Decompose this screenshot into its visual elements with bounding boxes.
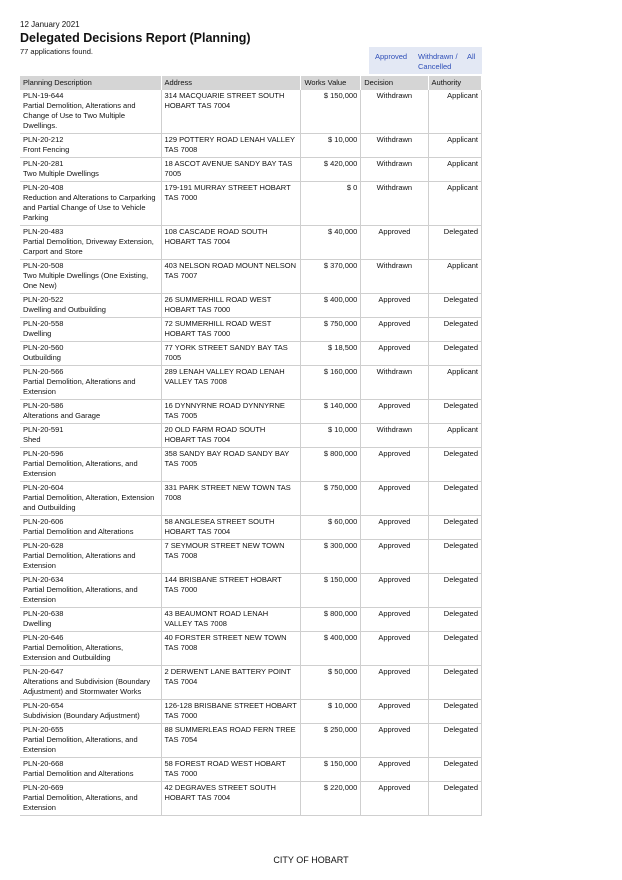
planning-description-cell bbox=[20, 182, 161, 226]
works-value-cell: $ 420,000 bbox=[301, 158, 361, 182]
decision-cell: Withdrawn bbox=[361, 366, 428, 400]
works-value-cell: $ 750,000 bbox=[301, 482, 361, 516]
address-cell: 179-191 MURRAY STREET HOBART TAS 7000 bbox=[161, 182, 301, 226]
authority-cell: Delegated bbox=[428, 758, 481, 782]
planning-description-cell bbox=[20, 424, 161, 448]
page-title: Delegated Decisions Report (Planning) bbox=[20, 31, 251, 45]
column-header-value: Works Value bbox=[301, 76, 361, 90]
planning-description-cell bbox=[20, 294, 161, 318]
table-row bbox=[20, 482, 482, 516]
works-value-cell: $ 150,000 bbox=[301, 574, 361, 608]
application-id: PLN-20-647 bbox=[23, 667, 64, 676]
table-row bbox=[20, 90, 482, 134]
authority-cell: Delegated bbox=[428, 318, 481, 342]
authority-cell: Delegated bbox=[428, 724, 481, 758]
planning-description-cell bbox=[20, 342, 161, 366]
column-header-authority: Authority bbox=[428, 76, 481, 90]
decision-cell: Approved bbox=[361, 666, 428, 700]
planning-description-cell bbox=[20, 318, 161, 342]
table-row bbox=[20, 400, 482, 424]
planning-description-cell bbox=[20, 400, 161, 424]
works-value-cell: $ 10,000 bbox=[301, 424, 361, 448]
table-row bbox=[20, 448, 482, 482]
address-cell: 58 ANGLESEA STREET SOUTH HOBART TAS 7004 bbox=[161, 516, 301, 540]
column-header-decision: Decision bbox=[361, 76, 428, 90]
authority-cell: Delegated bbox=[428, 400, 481, 424]
table-row bbox=[20, 158, 482, 182]
authority-cell: Delegated bbox=[428, 448, 481, 482]
decision-cell: Approved bbox=[361, 758, 428, 782]
table-row bbox=[20, 226, 482, 260]
works-value-cell: $ 370,000 bbox=[301, 260, 361, 294]
authority-cell: Delegated bbox=[428, 540, 481, 574]
authority-cell: Delegated bbox=[428, 666, 481, 700]
table-row bbox=[20, 574, 482, 608]
works-value-cell: $ 150,000 bbox=[301, 758, 361, 782]
works-value-cell: $ 300,000 bbox=[301, 540, 361, 574]
authority-cell: Applicant bbox=[428, 134, 481, 158]
application-id: PLN-19-644 bbox=[23, 91, 64, 100]
planning-description-cell bbox=[20, 574, 161, 608]
decision-cell: Withdrawn bbox=[361, 424, 428, 448]
address-cell: 144 BRISBANE STREET HOBART TAS 7000 bbox=[161, 574, 301, 608]
table-row bbox=[20, 666, 482, 700]
authority-cell: Delegated bbox=[428, 342, 481, 366]
address-cell: 20 OLD FARM ROAD SOUTH HOBART TAS 7004 bbox=[161, 424, 301, 448]
address-cell: 88 SUMMERLEAS ROAD FERN TREE TAS 7054 bbox=[161, 724, 301, 758]
works-value-cell: $ 10,000 bbox=[301, 700, 361, 724]
application-id: PLN-20-628 bbox=[23, 541, 64, 550]
table-row bbox=[20, 260, 482, 294]
application-id: PLN-20-655 bbox=[23, 725, 64, 734]
authority-cell: Delegated bbox=[428, 608, 481, 632]
planning-description-cell bbox=[20, 782, 161, 816]
planning-description-cell bbox=[20, 724, 161, 758]
decision-cell: Approved bbox=[361, 516, 428, 540]
table-row bbox=[20, 724, 482, 758]
table-row bbox=[20, 516, 482, 540]
application-description: Outbuilding bbox=[23, 353, 61, 362]
application-id: PLN-20-586 bbox=[23, 401, 64, 410]
address-cell: 358 SANDY BAY ROAD SANDY BAY TAS 7005 bbox=[161, 448, 301, 482]
address-cell: 7 SEYMOUR STREET NEW TOWN TAS 7008 bbox=[161, 540, 301, 574]
address-cell: 77 YORK STREET SANDY BAY TAS 7005 bbox=[161, 342, 301, 366]
column-header-address: Address bbox=[161, 76, 301, 90]
decision-cell: Approved bbox=[361, 540, 428, 574]
application-description: Partial Demolition, Alterations and Extension bbox=[23, 551, 136, 570]
application-id: PLN-20-668 bbox=[23, 759, 64, 768]
works-value-cell: $ 800,000 bbox=[301, 448, 361, 482]
application-id: PLN-20-634 bbox=[23, 575, 64, 584]
authority-cell: Applicant bbox=[428, 182, 481, 226]
address-cell: 126-128 BRISBANE STREET HOBART TAS 7000 bbox=[161, 700, 301, 724]
table-row bbox=[20, 342, 482, 366]
works-value-cell: $ 150,000 bbox=[301, 90, 361, 134]
planning-description-cell bbox=[20, 134, 161, 158]
works-value-cell: $ 40,000 bbox=[301, 226, 361, 260]
application-description: Partial Demolition, Alterations and Extension bbox=[23, 377, 136, 396]
result-count: 77 applications found. bbox=[20, 47, 93, 56]
application-description: Alterations and Garage bbox=[23, 411, 101, 420]
address-cell: 314 MACQUARIE STREET SOUTH HOBART TAS 7004 bbox=[161, 90, 301, 134]
decision-cell: Withdrawn bbox=[361, 260, 428, 294]
decision-cell: Approved bbox=[361, 342, 428, 366]
address-cell: 16 DYNNYRNE ROAD DYNNYRNE TAS 7005 bbox=[161, 400, 301, 424]
application-description: Two Multiple Dwellings bbox=[23, 169, 99, 178]
column-header-description: Planning Description bbox=[20, 76, 161, 90]
table-row bbox=[20, 366, 482, 400]
decision-cell: Withdrawn bbox=[361, 90, 428, 134]
application-id: PLN-20-596 bbox=[23, 449, 64, 458]
application-description: Partial Demolition and Alterations bbox=[23, 527, 134, 536]
authority-cell: Delegated bbox=[428, 294, 481, 318]
planning-description-cell bbox=[20, 608, 161, 632]
table-row bbox=[20, 182, 482, 226]
works-value-cell: $ 60,000 bbox=[301, 516, 361, 540]
application-id: PLN-20-566 bbox=[23, 367, 64, 376]
application-description: Partial Demolition, Driveway Extension, Carport and Store bbox=[23, 237, 154, 256]
application-id: PLN-20-408 bbox=[23, 183, 64, 192]
table-header-row bbox=[20, 76, 482, 90]
application-id: PLN-20-654 bbox=[23, 701, 64, 710]
decision-cell: Approved bbox=[361, 724, 428, 758]
table-row bbox=[20, 294, 482, 318]
application-id: PLN-20-483 bbox=[23, 227, 64, 236]
works-value-cell: $ 400,000 bbox=[301, 632, 361, 666]
works-value-cell: $ 160,000 bbox=[301, 366, 361, 400]
application-id: PLN-20-508 bbox=[23, 261, 64, 270]
authority-cell: Delegated bbox=[428, 632, 481, 666]
application-id: PLN-20-638 bbox=[23, 609, 64, 618]
decision-cell: Approved bbox=[361, 318, 428, 342]
planning-description-cell bbox=[20, 758, 161, 782]
table-row bbox=[20, 608, 482, 632]
decision-cell: Withdrawn bbox=[361, 158, 428, 182]
report-date: 12 January 2021 bbox=[20, 20, 80, 29]
application-description: Two Multiple Dwellings (One Existing, One New) bbox=[23, 271, 149, 290]
works-value-cell: $ 140,000 bbox=[301, 400, 361, 424]
address-cell: 58 FOREST ROAD WEST HOBART TAS 7000 bbox=[161, 758, 301, 782]
application-id: PLN-20-558 bbox=[23, 319, 64, 328]
works-value-cell: $ 400,000 bbox=[301, 294, 361, 318]
works-value-cell: $ 750,000 bbox=[301, 318, 361, 342]
address-cell: 42 DEGRAVES STREET SOUTH HOBART TAS 7004 bbox=[161, 782, 301, 816]
authority-cell: Applicant bbox=[428, 424, 481, 448]
decision-cell: Approved bbox=[361, 700, 428, 724]
address-cell: 289 LENAH VALLEY ROAD LENAH VALLEY TAS 7008 bbox=[161, 366, 301, 400]
address-cell: 40 FORSTER STREET NEW TOWN TAS 7008 bbox=[161, 632, 301, 666]
decision-cell: Approved bbox=[361, 294, 428, 318]
decision-cell: Approved bbox=[361, 632, 428, 666]
decision-cell: Approved bbox=[361, 482, 428, 516]
table-row bbox=[20, 700, 482, 724]
decision-cell: Approved bbox=[361, 574, 428, 608]
application-description: Subdivision (Boundary Adjustment) bbox=[23, 711, 140, 720]
application-description: Partial Demolition, Alterations, and Extension bbox=[23, 459, 138, 478]
table-row bbox=[20, 318, 482, 342]
works-value-cell: $ 800,000 bbox=[301, 608, 361, 632]
table-row bbox=[20, 540, 482, 574]
authority-cell: Delegated bbox=[428, 782, 481, 816]
application-description: Dwelling bbox=[23, 619, 52, 628]
decision-cell: Approved bbox=[361, 608, 428, 632]
table-row bbox=[20, 134, 482, 158]
planning-description-cell bbox=[20, 516, 161, 540]
application-description: Shed bbox=[23, 435, 41, 444]
address-cell: 331 PARK STREET NEW TOWN TAS 7008 bbox=[161, 482, 301, 516]
planning-description-cell bbox=[20, 482, 161, 516]
decision-cell: Withdrawn bbox=[361, 134, 428, 158]
works-value-cell: $ 220,000 bbox=[301, 782, 361, 816]
authority-cell: Delegated bbox=[428, 516, 481, 540]
planning-description-cell bbox=[20, 666, 161, 700]
planning-description-cell bbox=[20, 158, 161, 182]
application-id: PLN-20-560 bbox=[23, 343, 64, 352]
application-description: Dwelling and Outbuilding bbox=[23, 305, 106, 314]
decision-cell: Approved bbox=[361, 782, 428, 816]
planning-description-cell bbox=[20, 90, 161, 134]
authority-cell: Applicant bbox=[428, 366, 481, 400]
filter-all-link[interactable]: All bbox=[467, 52, 476, 61]
authority-cell: Delegated bbox=[428, 226, 481, 260]
table-row bbox=[20, 782, 482, 816]
footer-council-name: CITY OF HOBART bbox=[273, 855, 349, 865]
address-cell: 2 DERWENT LANE BATTERY POINT TAS 7004 bbox=[161, 666, 301, 700]
authority-cell: Applicant bbox=[428, 158, 481, 182]
application-description: Partial Demolition, Alteration, Extension and Outbuilding bbox=[23, 493, 155, 512]
planning-description-cell bbox=[20, 448, 161, 482]
application-id: PLN-20-281 bbox=[23, 159, 64, 168]
works-value-cell: $ 250,000 bbox=[301, 724, 361, 758]
application-id: PLN-20-646 bbox=[23, 633, 64, 642]
planning-description-cell bbox=[20, 540, 161, 574]
application-id: PLN-20-522 bbox=[23, 295, 64, 304]
works-value-cell: $ 10,000 bbox=[301, 134, 361, 158]
decision-cell: Withdrawn bbox=[361, 182, 428, 226]
planning-description-cell bbox=[20, 260, 161, 294]
table-row bbox=[20, 424, 482, 448]
application-description: Front Fencing bbox=[23, 145, 70, 154]
authority-cell: Applicant bbox=[428, 90, 481, 134]
planning-description-cell bbox=[20, 632, 161, 666]
application-description: Partial Demolition, Alterations, Extension and Outbuilding bbox=[23, 643, 124, 662]
application-description: Partial Demolition, Alterations, and Extension bbox=[23, 735, 138, 754]
table-row bbox=[20, 758, 482, 782]
address-cell: 26 SUMMERHILL ROAD WEST HOBART TAS 7000 bbox=[161, 294, 301, 318]
address-cell: 18 ASCOT AVENUE SANDY BAY TAS 7005 bbox=[161, 158, 301, 182]
application-id: PLN-20-606 bbox=[23, 517, 64, 526]
planning-description-cell bbox=[20, 226, 161, 260]
planning-description-cell bbox=[20, 366, 161, 400]
application-description: Partial Demolition, Alterations, and Extension bbox=[23, 793, 138, 812]
authority-cell: Delegated bbox=[428, 482, 481, 516]
application-description: Alterations and Subdivision (Boundary Adjustment) and Stormwater Works bbox=[23, 677, 151, 696]
address-cell: 403 NELSON ROAD MOUNT NELSON TAS 7007 bbox=[161, 260, 301, 294]
decision-filter-box bbox=[369, 47, 482, 74]
application-id: PLN-20-212 bbox=[23, 135, 64, 144]
filter-withdrawn-link[interactable]: Withdrawn / bbox=[418, 52, 458, 61]
application-id: PLN-20-604 bbox=[23, 483, 64, 492]
application-description: Partial Demolition and Alterations bbox=[23, 769, 134, 778]
application-description: Partial Demolition, Alterations, and Extension bbox=[23, 585, 138, 604]
works-value-cell: $ 0 bbox=[301, 182, 361, 226]
address-cell: 72 SUMMERHILL ROAD WEST HOBART TAS 7000 bbox=[161, 318, 301, 342]
decision-cell: Approved bbox=[361, 400, 428, 424]
application-description: Dwelling bbox=[23, 329, 52, 338]
works-value-cell: $ 18,500 bbox=[301, 342, 361, 366]
table-row bbox=[20, 632, 482, 666]
authority-cell: Applicant bbox=[428, 260, 481, 294]
works-value-cell: $ 50,000 bbox=[301, 666, 361, 700]
address-cell: 43 BEAUMONT ROAD LENAH VALLEY TAS 7008 bbox=[161, 608, 301, 632]
application-description: Reduction and Alterations to Carparking and Partial Change of Use to Vehicle Parking bbox=[23, 193, 156, 222]
address-cell: 108 CASCADE ROAD SOUTH HOBART TAS 7004 bbox=[161, 226, 301, 260]
authority-cell: Delegated bbox=[428, 700, 481, 724]
authority-cell: Delegated bbox=[428, 574, 481, 608]
application-id: PLN-20-669 bbox=[23, 783, 64, 792]
address-cell: 129 POTTERY ROAD LENAH VALLEY TAS 7008 bbox=[161, 134, 301, 158]
applications-table bbox=[20, 76, 482, 816]
application-description: Partial Demolition, Alterations and Change of Use to Two Multiple Dwellings. bbox=[23, 101, 136, 130]
decision-cell: Approved bbox=[361, 448, 428, 482]
decision-cell: Approved bbox=[361, 226, 428, 260]
filter-approved-link[interactable]: Approved bbox=[375, 52, 408, 61]
application-id: PLN-20-591 bbox=[23, 425, 64, 434]
planning-description-cell bbox=[20, 700, 161, 724]
filter-cancelled-link[interactable]: Cancelled bbox=[418, 62, 452, 71]
